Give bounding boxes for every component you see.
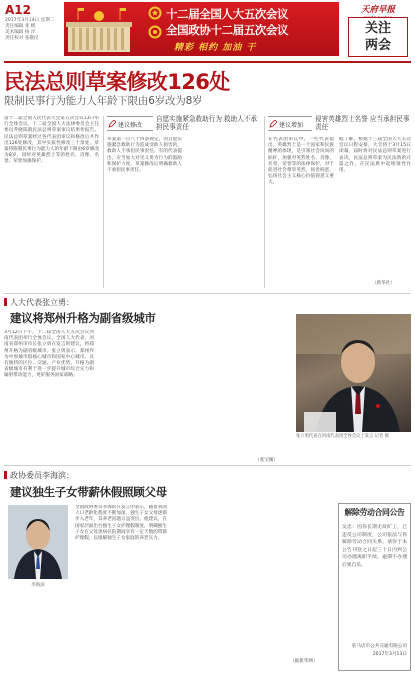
story3-kicker: 政协委员李海滨： <box>10 471 74 480</box>
story2-photo <box>296 314 411 432</box>
credit-editor: 责任编辑 张 帆 <box>5 24 36 29</box>
credit-art: 美术编辑 杨 洋 <box>5 30 36 35</box>
col4-body: 据了解，根据十三届全国人大五次会议日程安排，大会将于3月15日闭幕，届时将对民法总则草案进行表决。民法总则草案为民法典的开篇之作，在民法典中起统领性作用。 <box>339 137 411 174</box>
congress-banner <box>64 2 339 56</box>
box1-body: 草案第一百八十四条规定，因自愿实施紧急救助行为造成受助人损害的，救助人不承担民事责任。有的代表提出，应当加大对见义勇为行为的鼓励和保护力度，草案修改后明确救助人不承担民事责任。 <box>107 137 182 174</box>
col-divider-2 <box>264 116 265 288</box>
cppcc-emblem-icon <box>148 25 162 39</box>
member-portrait-icon <box>8 505 68 579</box>
story2-body-col1: 3月12日下午，十二届全国人大五次会议河南代表团举行全体会议，全国人大代表、河南省郑州市市长张立勇在发言时建议，将郑州升格为副省级城市。张立勇表示，郑州作为中原城市群核心城市和国家中心城市，具有独特的区位、交通、产业优势，升格为副省级城市有利于进一步提升城市综合实力和辐射带动能力，更好服务国家战略。 <box>4 330 94 379</box>
section-rule-2 <box>4 465 411 466</box>
brand-sub: TIANFU ZAOBAO <box>363 15 393 19</box>
box2-label <box>268 116 312 131</box>
masthead-rule <box>4 61 411 63</box>
story3-photo-caption: 李海滨 <box>31 583 45 588</box>
story2-body-col2 <box>99 330 189 455</box>
story2-kicker: 人大代表张立勇： <box>10 298 74 307</box>
notice-body: 吴忠：因你长期无故旷工，已违反公司制度，公司依法与你解除劳动合同关系。请你于本公告刊登之日起三十日内到公司办理离职手续，逾期不办理后果自负。 <box>342 525 407 568</box>
box2-body: 在代表团审议中，一些代表提出，英雄烈士是一个国家和民族精神的体现，是引领社会风尚的标杆，加强对英烈姓名、肖像、名誉、荣誉等的法律保护，对于促进社会尊崇英烈，扬善抑恶，弘扬社会主义核心价值观意义重大。 <box>268 137 334 186</box>
lead-subheadline: 限制民事行为能力人年龄下限由6岁改为8岁 <box>4 95 203 107</box>
notice-company: 驻马店市公共交通有限公司 <box>351 644 407 649</box>
great-hall-icon <box>64 2 134 56</box>
column-title-box <box>348 17 408 57</box>
story3-source: （据新华网） <box>290 659 318 664</box>
brand-name: 天府早报 <box>360 5 395 15</box>
column-title-line2: 两会 <box>364 38 391 53</box>
box1-label-text: 建议修改 <box>118 122 143 129</box>
notice-title: 解除劳动合同公告 <box>344 508 405 517</box>
story2-headline: 建议将郑州升格为副省级城市 <box>10 311 156 325</box>
section-rule-1 <box>4 293 411 294</box>
col4-source: （新华社） <box>372 281 395 286</box>
story3-body-col3 <box>269 505 331 655</box>
lead-body: 第十二届全国人民代表大会第五次会议13日举行全体会议。十二届全国人大法律委员会主任委员乔晓阳就民法总则草案审议结果作报告。民法总则草案经过各代表团审议和修改后共作出126处修改，其中实质性修改三十余处。草案将限制民事行为能力人的年龄下限由6岁修改为8岁，同时对英雄烈士等的姓名、肖像、名誉、荣誉加强保护。 <box>4 116 99 165</box>
box1-label <box>107 116 153 131</box>
npc-emblem-icon <box>148 6 162 20</box>
story3-headline: 建议独生子女带薪休假照顾父母 <box>10 485 167 499</box>
box2-label-text: 建议增加 <box>279 122 304 129</box>
box1-body-cont <box>186 137 261 287</box>
story2-marker <box>4 298 7 306</box>
delegate-portrait-icon <box>296 314 411 432</box>
legal-notice-box <box>338 503 411 671</box>
pencil-icon <box>108 120 116 128</box>
story2-photo-caption: 张立勇代表在河南代表团全体会议上发言 记者 摄 <box>296 434 389 439</box>
banner-slogan: 精彩 相约 加油 干 <box>174 43 257 53</box>
story2-source: （张宝刚） <box>255 458 278 463</box>
banner-title-npc: 十二届全国人大五次会议 <box>166 7 289 21</box>
col-divider-1 <box>103 116 104 288</box>
column-title-line1: 关注 <box>364 21 391 36</box>
banner-title-cppcc: 全国政协十二届五次会议 <box>166 23 289 37</box>
lead-headline: 民法总则草案修改126处 <box>4 70 230 94</box>
story3-photo <box>8 505 68 579</box>
story3-marker <box>4 471 7 479</box>
page-number: A12 <box>5 3 31 17</box>
notice-date: 2017年3月13日 <box>372 652 407 658</box>
issue-date: 2017年3月14日 <box>5 18 40 23</box>
story3-body-col1: 全国政协委员李海滨在发言中表示，随着我国人口老龄化程度不断加深，独生子女父母逐渐步入老年，其养老问题日益突出。他建议，在国家层面出台独生子女护理假制度，明确独生子女在父母患病住院期间享有一定天数的带薪护理假，以缓解独生子女家庭的养老压力。 <box>75 505 167 542</box>
pencil-icon <box>269 120 277 128</box>
story2-body-col3 <box>195 330 285 455</box>
credit-proof: 责任校对 张敬民 <box>5 36 39 41</box>
box2-title: 侵害英雄烈士名誉 应当承担民事责任 <box>315 115 410 131</box>
issue-weekday: 星期二 <box>40 18 55 23</box>
story3-body-col2 <box>172 505 264 665</box>
box1-title: 自愿实施紧急救助行为 救助人不承担民事责任 <box>156 115 258 131</box>
